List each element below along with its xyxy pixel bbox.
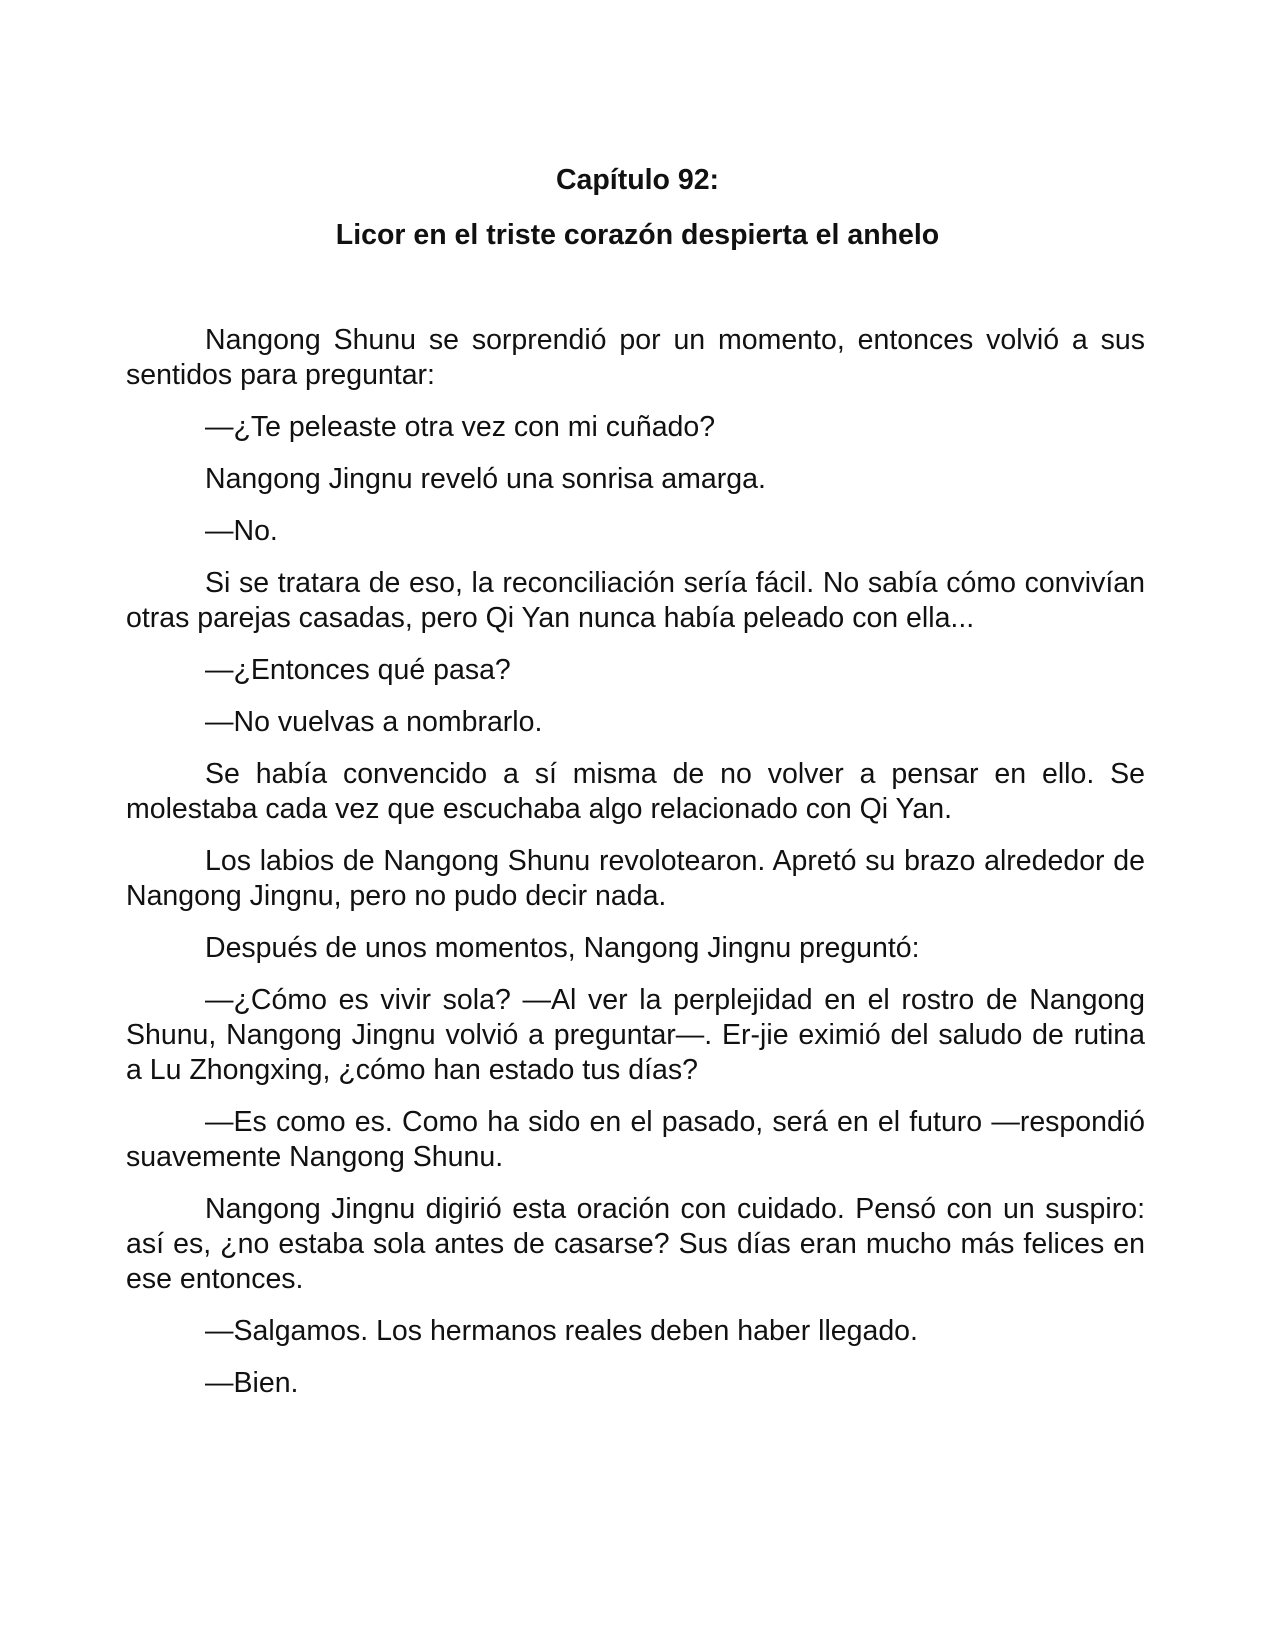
paragraph: —No. bbox=[205, 515, 278, 547]
paragraph: —Bien. bbox=[205, 1367, 299, 1399]
paragraph: —¿Cómo es vivir sola? —Al ver la perplejidad en el rostro de Nangong Shunu, Nangong Jingnu volvió a preguntar—. Er-jie eximió del saludo de rutina a Lu Zhongxing, ¿cómo han estado tus días? bbox=[126, 984, 1145, 1086]
paragraph: Los labios de Nangong Shunu revolotearon. Apretó su brazo alrededor de Nangong Jingnu, pero no pudo decir nada. bbox=[126, 845, 1145, 912]
paragraph: Se había convencido a sí misma de no volver a pensar en ello. Se molestaba cada vez que escuchaba algo relacionado con Qi Yan. bbox=[126, 758, 1145, 825]
paragraph: —Es como es. Como ha sido en el pasado, será en el futuro —respondió suavemente Nangong Shunu. bbox=[126, 1106, 1145, 1173]
paragraph: —¿Te peleaste otra vez con mi cuñado? bbox=[205, 411, 716, 443]
chapter-body bbox=[126, 323, 1145, 1418]
paragraph: Nangong Shunu se sorprendió por un momento, entonces volvió a sus sentidos para preguntar: bbox=[126, 324, 1145, 391]
paragraph: —No vuelvas a nombrarlo. bbox=[205, 706, 543, 738]
paragraph: Nangong Jingnu reveló una sonrisa amarga. bbox=[205, 463, 766, 495]
paragraph: Nangong Jingnu digirió esta oración con cuidado. Pensó con un suspiro: así es, ¿no estaba sola antes de casarse? Sus días eran mucho más felices en ese entonces. bbox=[126, 1193, 1145, 1295]
paragraph: Después de unos momentos, Nangong Jingnu preguntó: bbox=[205, 932, 920, 964]
paragraph: —Salgamos. Los hermanos reales deben haber llegado. bbox=[205, 1315, 918, 1347]
paragraph: —¿Entonces qué pasa? bbox=[205, 654, 511, 686]
chapter-number: Capítulo 92: bbox=[555, 164, 720, 196]
paragraph: Si se tratara de eso, la reconciliación sería fácil. No sabía cómo convivían otras parejas casadas, pero Qi Yan nunca había peleado con ella... bbox=[126, 567, 1145, 634]
chapter-title: Licor en el triste corazón despierta el anhelo bbox=[335, 219, 940, 251]
